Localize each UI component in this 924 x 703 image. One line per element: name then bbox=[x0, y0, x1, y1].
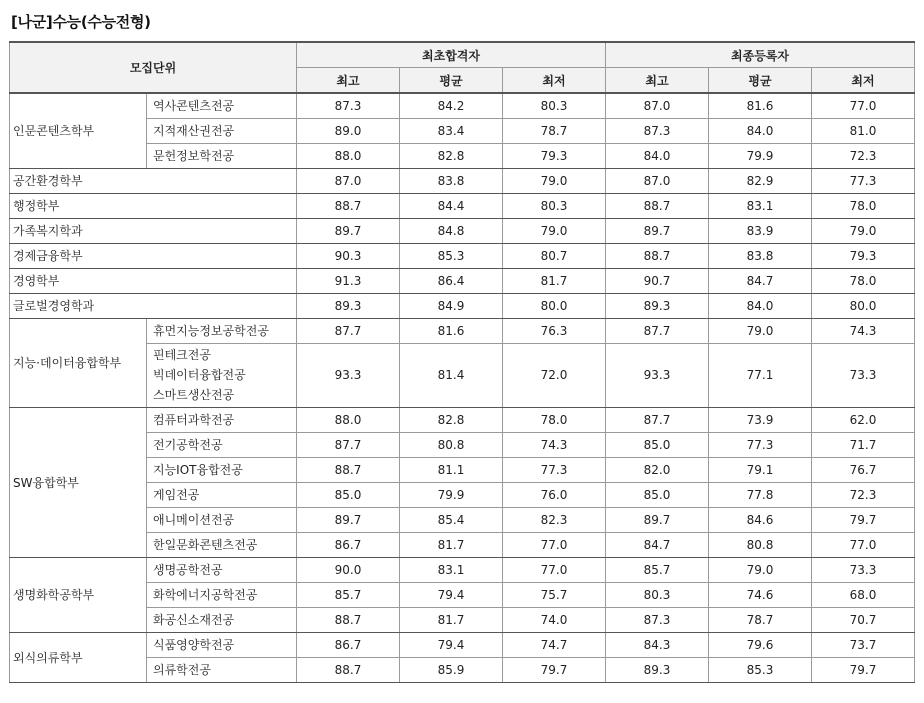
final-min-cell: 77.0 bbox=[812, 532, 915, 557]
col-header: 최저 bbox=[503, 68, 606, 94]
final-min-cell: 79.3 bbox=[812, 243, 915, 268]
initial-max-cell: 90.3 bbox=[297, 243, 400, 268]
final-min-cell: 70.7 bbox=[812, 607, 915, 632]
initial-avg-cell: 83.1 bbox=[400, 557, 503, 582]
table-row bbox=[10, 632, 915, 657]
final-max-cell: 89.7 bbox=[606, 218, 709, 243]
major-cell: 의류학전공 bbox=[147, 657, 297, 682]
dept-cell: 가족복지학과 bbox=[10, 218, 297, 243]
table-row bbox=[10, 243, 915, 268]
initial-min-cell: 79.0 bbox=[503, 168, 606, 193]
final-min-cell: 81.0 bbox=[812, 118, 915, 143]
major-line: 스마트생산전공 bbox=[153, 388, 235, 402]
major-cell: 한일문화콘텐츠전공 bbox=[147, 532, 297, 557]
table-row bbox=[10, 93, 915, 118]
major-cell: 전기공학전공 bbox=[147, 432, 297, 457]
dept-cell: 생명화학공학부 bbox=[10, 557, 147, 632]
col-header: 최고 bbox=[606, 68, 709, 94]
final-max-cell: 85.0 bbox=[606, 432, 709, 457]
initial-max-cell: 87.7 bbox=[297, 432, 400, 457]
initial-min-cell: 78.0 bbox=[503, 407, 606, 432]
final-min-cell: 77.0 bbox=[812, 93, 915, 118]
initial-avg-cell: 81.6 bbox=[400, 318, 503, 343]
final-avg-cell: 79.0 bbox=[709, 318, 812, 343]
initial-avg-cell: 84.8 bbox=[400, 218, 503, 243]
major-cell: 화학에너지공학전공 bbox=[147, 582, 297, 607]
final-max-cell: 84.7 bbox=[606, 532, 709, 557]
final-max-cell: 87.7 bbox=[606, 407, 709, 432]
final-min-cell: 73.3 bbox=[812, 343, 915, 407]
major-line: 빅데이터융합전공 bbox=[153, 368, 246, 382]
final-avg-cell: 79.6 bbox=[709, 632, 812, 657]
final-avg-cell: 81.6 bbox=[709, 93, 812, 118]
initial-min-cell: 80.3 bbox=[503, 193, 606, 218]
final-min-cell: 71.7 bbox=[812, 432, 915, 457]
dept-cell: 경영학부 bbox=[10, 268, 297, 293]
initial-avg-cell: 79.4 bbox=[400, 632, 503, 657]
initial-avg-cell: 84.9 bbox=[400, 293, 503, 318]
initial-max-cell: 87.7 bbox=[297, 318, 400, 343]
page-title: [나군]수능(수능전형) bbox=[11, 13, 151, 31]
initial-min-cell: 75.7 bbox=[503, 582, 606, 607]
initial-max-cell: 88.0 bbox=[297, 407, 400, 432]
col-header: 최저 bbox=[812, 68, 915, 94]
initial-avg-cell: 82.8 bbox=[400, 407, 503, 432]
final-avg-cell: 77.1 bbox=[709, 343, 812, 407]
final-max-cell: 84.3 bbox=[606, 632, 709, 657]
final-min-cell: 62.0 bbox=[812, 407, 915, 432]
table-row bbox=[10, 557, 915, 582]
initial-max-cell: 85.7 bbox=[297, 582, 400, 607]
initial-avg-cell: 86.4 bbox=[400, 268, 503, 293]
final-min-cell: 79.7 bbox=[812, 507, 915, 532]
header-initial-admits: 최초합격자 bbox=[297, 42, 606, 68]
initial-max-cell: 91.3 bbox=[297, 268, 400, 293]
final-min-cell: 72.3 bbox=[812, 143, 915, 168]
final-min-cell: 80.0 bbox=[812, 293, 915, 318]
initial-min-cell: 74.7 bbox=[503, 632, 606, 657]
major-cell: 애니메이션전공 bbox=[147, 507, 297, 532]
col-header: 평균 bbox=[709, 68, 812, 94]
final-max-cell: 88.7 bbox=[606, 193, 709, 218]
final-avg-cell: 82.9 bbox=[709, 168, 812, 193]
final-min-cell: 79.7 bbox=[812, 657, 915, 682]
final-min-cell: 73.7 bbox=[812, 632, 915, 657]
final-max-cell: 82.0 bbox=[606, 457, 709, 482]
initial-avg-cell: 85.4 bbox=[400, 507, 503, 532]
table-row bbox=[10, 407, 915, 432]
initial-min-cell: 79.3 bbox=[503, 143, 606, 168]
major-cell bbox=[147, 343, 297, 407]
header-unit: 모집단위 bbox=[10, 42, 297, 93]
initial-max-cell: 89.0 bbox=[297, 118, 400, 143]
final-max-cell: 89.7 bbox=[606, 507, 709, 532]
initial-max-cell: 87.3 bbox=[297, 93, 400, 118]
final-max-cell: 93.3 bbox=[606, 343, 709, 407]
initial-avg-cell: 85.9 bbox=[400, 657, 503, 682]
dept-cell: 외식의류학부 bbox=[10, 632, 147, 682]
major-cell: 문헌정보학전공 bbox=[147, 143, 297, 168]
final-max-cell: 89.3 bbox=[606, 293, 709, 318]
initial-avg-cell: 81.7 bbox=[400, 607, 503, 632]
initial-avg-cell: 81.7 bbox=[400, 532, 503, 557]
initial-min-cell: 80.0 bbox=[503, 293, 606, 318]
final-avg-cell: 79.1 bbox=[709, 457, 812, 482]
initial-max-cell: 88.7 bbox=[297, 193, 400, 218]
final-min-cell: 77.3 bbox=[812, 168, 915, 193]
initial-avg-cell: 81.4 bbox=[400, 343, 503, 407]
initial-avg-cell: 83.4 bbox=[400, 118, 503, 143]
major-line: 핀테크전공 bbox=[153, 348, 211, 362]
initial-max-cell: 88.0 bbox=[297, 143, 400, 168]
table-row bbox=[10, 293, 915, 318]
dept-cell: 글로벌경영학과 bbox=[10, 293, 297, 318]
final-max-cell: 87.0 bbox=[606, 168, 709, 193]
final-avg-cell: 80.8 bbox=[709, 532, 812, 557]
initial-min-cell: 79.0 bbox=[503, 218, 606, 243]
initial-min-cell: 77.3 bbox=[503, 457, 606, 482]
dept-cell: 공간환경학부 bbox=[10, 168, 297, 193]
initial-max-cell: 90.0 bbox=[297, 557, 400, 582]
major-cell: 식품영양학전공 bbox=[147, 632, 297, 657]
final-max-cell: 90.7 bbox=[606, 268, 709, 293]
final-min-cell: 74.3 bbox=[812, 318, 915, 343]
final-max-cell: 85.7 bbox=[606, 557, 709, 582]
final-avg-cell: 84.6 bbox=[709, 507, 812, 532]
initial-min-cell: 78.7 bbox=[503, 118, 606, 143]
initial-min-cell: 82.3 bbox=[503, 507, 606, 532]
initial-avg-cell: 85.3 bbox=[400, 243, 503, 268]
table-row bbox=[10, 193, 915, 218]
final-avg-cell: 73.9 bbox=[709, 407, 812, 432]
major-cell: 역사콘텐츠전공 bbox=[147, 93, 297, 118]
initial-min-cell: 76.0 bbox=[503, 482, 606, 507]
initial-max-cell: 87.0 bbox=[297, 168, 400, 193]
admission-score-table bbox=[9, 41, 915, 683]
initial-max-cell: 88.7 bbox=[297, 657, 400, 682]
initial-max-cell: 88.7 bbox=[297, 457, 400, 482]
dept-cell: 지능·데이터융합학부 bbox=[10, 318, 147, 407]
dept-cell: 인문콘텐츠학부 bbox=[10, 93, 147, 168]
initial-min-cell: 74.3 bbox=[503, 432, 606, 457]
major-cell: 게임전공 bbox=[147, 482, 297, 507]
major-cell: 컴퓨터과학전공 bbox=[147, 407, 297, 432]
final-max-cell: 87.3 bbox=[606, 607, 709, 632]
table-row bbox=[10, 168, 915, 193]
initial-avg-cell: 81.1 bbox=[400, 457, 503, 482]
initial-max-cell: 89.3 bbox=[297, 293, 400, 318]
table-row bbox=[10, 218, 915, 243]
final-avg-cell: 85.3 bbox=[709, 657, 812, 682]
final-avg-cell: 79.0 bbox=[709, 557, 812, 582]
dept-cell: SW융합학부 bbox=[10, 407, 147, 557]
initial-min-cell: 76.3 bbox=[503, 318, 606, 343]
initial-min-cell: 80.7 bbox=[503, 243, 606, 268]
major-cell: 휴먼지능정보공학전공 bbox=[147, 318, 297, 343]
major-cell: 지능IOT융합전공 bbox=[147, 457, 297, 482]
major-cell: 생명공학전공 bbox=[147, 557, 297, 582]
col-header: 평균 bbox=[400, 68, 503, 94]
initial-avg-cell: 83.8 bbox=[400, 168, 503, 193]
initial-max-cell: 86.7 bbox=[297, 632, 400, 657]
major-cell: 지적재산권전공 bbox=[147, 118, 297, 143]
final-avg-cell: 84.0 bbox=[709, 118, 812, 143]
initial-avg-cell: 79.9 bbox=[400, 482, 503, 507]
final-min-cell: 76.7 bbox=[812, 457, 915, 482]
initial-max-cell: 86.7 bbox=[297, 532, 400, 557]
initial-avg-cell: 79.4 bbox=[400, 582, 503, 607]
initial-avg-cell: 84.4 bbox=[400, 193, 503, 218]
final-max-cell: 80.3 bbox=[606, 582, 709, 607]
initial-min-cell: 74.0 bbox=[503, 607, 606, 632]
final-max-cell: 84.0 bbox=[606, 143, 709, 168]
table-row bbox=[10, 268, 915, 293]
initial-min-cell: 77.0 bbox=[503, 532, 606, 557]
initial-avg-cell: 82.8 bbox=[400, 143, 503, 168]
final-min-cell: 72.3 bbox=[812, 482, 915, 507]
final-avg-cell: 74.6 bbox=[709, 582, 812, 607]
dept-cell: 행정학부 bbox=[10, 193, 297, 218]
initial-avg-cell: 80.8 bbox=[400, 432, 503, 457]
final-max-cell: 85.0 bbox=[606, 482, 709, 507]
final-min-cell: 68.0 bbox=[812, 582, 915, 607]
final-avg-cell: 77.8 bbox=[709, 482, 812, 507]
final-max-cell: 87.3 bbox=[606, 118, 709, 143]
initial-max-cell: 89.7 bbox=[297, 507, 400, 532]
header-final-registrants: 최종등록자 bbox=[606, 42, 915, 68]
initial-min-cell: 79.7 bbox=[503, 657, 606, 682]
final-min-cell: 78.0 bbox=[812, 268, 915, 293]
final-min-cell: 73.3 bbox=[812, 557, 915, 582]
final-avg-cell: 83.9 bbox=[709, 218, 812, 243]
final-avg-cell: 83.8 bbox=[709, 243, 812, 268]
initial-max-cell: 93.3 bbox=[297, 343, 400, 407]
initial-max-cell: 89.7 bbox=[297, 218, 400, 243]
final-max-cell: 87.0 bbox=[606, 93, 709, 118]
initial-avg-cell: 84.2 bbox=[400, 93, 503, 118]
dept-cell: 경제금융학부 bbox=[10, 243, 297, 268]
initial-min-cell: 81.7 bbox=[503, 268, 606, 293]
initial-max-cell: 85.0 bbox=[297, 482, 400, 507]
final-avg-cell: 83.1 bbox=[709, 193, 812, 218]
initial-min-cell: 80.3 bbox=[503, 93, 606, 118]
final-min-cell: 78.0 bbox=[812, 193, 915, 218]
final-max-cell: 87.7 bbox=[606, 318, 709, 343]
final-avg-cell: 78.7 bbox=[709, 607, 812, 632]
final-avg-cell: 79.9 bbox=[709, 143, 812, 168]
final-avg-cell: 84.7 bbox=[709, 268, 812, 293]
final-min-cell: 79.0 bbox=[812, 218, 915, 243]
col-header: 최고 bbox=[297, 68, 400, 94]
initial-max-cell: 88.7 bbox=[297, 607, 400, 632]
final-avg-cell: 77.3 bbox=[709, 432, 812, 457]
major-cell: 화공신소재전공 bbox=[147, 607, 297, 632]
final-avg-cell: 84.0 bbox=[709, 293, 812, 318]
initial-min-cell: 77.0 bbox=[503, 557, 606, 582]
initial-min-cell: 72.0 bbox=[503, 343, 606, 407]
final-max-cell: 89.3 bbox=[606, 657, 709, 682]
final-max-cell: 88.7 bbox=[606, 243, 709, 268]
table-row bbox=[10, 318, 915, 343]
